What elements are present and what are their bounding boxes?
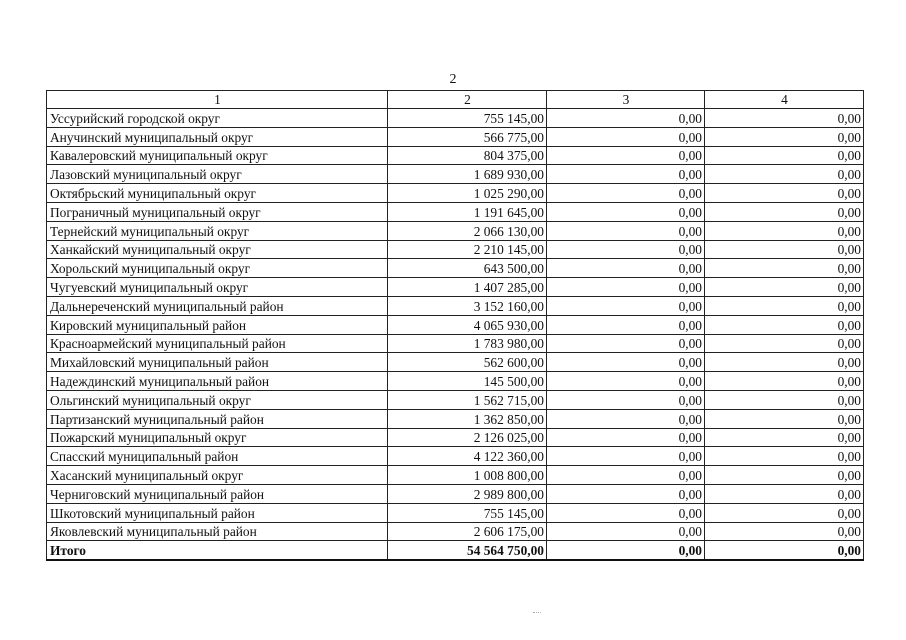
- row-name: Кировский муниципальный район: [47, 315, 388, 334]
- table-row: [47, 184, 864, 203]
- table-row: [47, 240, 864, 259]
- row-col4: 0,00: [705, 278, 864, 297]
- row-col4: 0,00: [705, 484, 864, 503]
- total-col4: 0,00: [705, 541, 864, 560]
- row-col4: 0,00: [705, 146, 864, 165]
- row-col4: 0,00: [705, 296, 864, 315]
- row-name: Партизанский муниципальный район: [47, 409, 388, 428]
- table-row: [47, 315, 864, 334]
- row-col4: 0,00: [705, 466, 864, 485]
- row-col4: 0,00: [705, 409, 864, 428]
- row-name: Лазовский муниципальный округ: [47, 165, 388, 184]
- row-name: Яковлевский муниципальный район: [47, 522, 388, 541]
- row-col2: 1 562 715,00: [388, 390, 547, 409]
- row-col3: 0,00: [547, 296, 705, 315]
- row-col2: 755 145,00: [388, 503, 547, 522]
- row-col3: 0,00: [547, 428, 705, 447]
- table-row: [47, 146, 864, 165]
- row-col4: 0,00: [705, 447, 864, 466]
- row-name: Пожарский муниципальный округ: [47, 428, 388, 447]
- row-col4: 0,00: [705, 315, 864, 334]
- table-row: [47, 259, 864, 278]
- row-col3: 0,00: [547, 259, 705, 278]
- page-number: 2: [449, 72, 457, 87]
- row-name: Черниговский муниципальный район: [47, 484, 388, 503]
- row-col2: 1 025 290,00: [388, 184, 547, 203]
- table-row: [47, 353, 864, 372]
- row-col3: 0,00: [547, 503, 705, 522]
- table-row: [47, 503, 864, 522]
- row-col4: 0,00: [705, 184, 864, 203]
- column-header-2: 2: [388, 91, 547, 109]
- row-name: Красноармейский муниципальный район: [47, 334, 388, 353]
- row-col4: 0,00: [705, 109, 864, 128]
- row-col2: 2 606 175,00: [388, 522, 547, 541]
- row-col3: 0,00: [547, 240, 705, 259]
- table-row: [47, 109, 864, 128]
- table-row: [47, 202, 864, 221]
- table-row: [47, 466, 864, 485]
- table-row: [47, 409, 864, 428]
- row-col2: 1 783 980,00: [388, 334, 547, 353]
- row-col3: 0,00: [547, 315, 705, 334]
- row-name: Михайловский муниципальный район: [47, 353, 388, 372]
- row-col2: 755 145,00: [388, 109, 547, 128]
- row-col4: 0,00: [705, 522, 864, 541]
- row-col2: 2 126 025,00: [388, 428, 547, 447]
- row-col2: 804 375,00: [388, 146, 547, 165]
- row-col2: 4 065 930,00: [388, 315, 547, 334]
- row-name: Шкотовский муниципальный район: [47, 503, 388, 522]
- row-name: Спасский муниципальный район: [47, 447, 388, 466]
- column-header-3: 3: [547, 91, 705, 109]
- row-col2: 2 066 130,00: [388, 221, 547, 240]
- row-name: Хасанский муниципальный округ: [47, 466, 388, 485]
- total-label: Итого: [47, 541, 388, 560]
- row-col3: 0,00: [547, 409, 705, 428]
- row-col3: 0,00: [547, 447, 705, 466]
- row-name: Пограничный муниципальный округ: [47, 202, 388, 221]
- table-row: [47, 428, 864, 447]
- row-col4: 0,00: [705, 202, 864, 221]
- row-col3: 0,00: [547, 353, 705, 372]
- table-row: [47, 447, 864, 466]
- row-col4: 0,00: [705, 165, 864, 184]
- allocation-table: [46, 90, 864, 561]
- row-col3: 0,00: [547, 390, 705, 409]
- row-name: Хорольский муниципальный округ: [47, 259, 388, 278]
- row-name: Ханкайский муниципальный округ: [47, 240, 388, 259]
- column-header-1: 1: [47, 91, 388, 109]
- row-col4: 0,00: [705, 353, 864, 372]
- row-col3: 0,00: [547, 334, 705, 353]
- row-name: Надеждинский муниципальный район: [47, 372, 388, 391]
- row-col2: 1 407 285,00: [388, 278, 547, 297]
- table-row: [47, 165, 864, 184]
- table-row: [47, 390, 864, 409]
- row-col2: 566 775,00: [388, 127, 547, 146]
- row-name: Кавалеровский муниципальный округ: [47, 146, 388, 165]
- scan-mark: [533, 612, 541, 615]
- row-col2: 1 008 800,00: [388, 466, 547, 485]
- total-col3: 0,00: [547, 541, 705, 560]
- row-col3: 0,00: [547, 372, 705, 391]
- row-col3: 0,00: [547, 466, 705, 485]
- table-row: [47, 334, 864, 353]
- row-name: Чугуевский муниципальный округ: [47, 278, 388, 297]
- row-col2: 2 210 145,00: [388, 240, 547, 259]
- row-col4: 0,00: [705, 259, 864, 278]
- row-col2: 3 152 160,00: [388, 296, 547, 315]
- row-col2: 1 191 645,00: [388, 202, 547, 221]
- table-row: [47, 372, 864, 391]
- total-col2: 54 564 750,00: [388, 541, 547, 560]
- row-col2: 4 122 360,00: [388, 447, 547, 466]
- column-header-4: 4: [705, 91, 864, 109]
- row-col4: 0,00: [705, 428, 864, 447]
- table-row: [47, 296, 864, 315]
- row-name: Ольгинский муниципальный округ: [47, 390, 388, 409]
- row-col2: 562 600,00: [388, 353, 547, 372]
- table-row: [47, 522, 864, 541]
- table-row: [47, 127, 864, 146]
- row-name: Тернейский муниципальный округ: [47, 221, 388, 240]
- row-col3: 0,00: [547, 221, 705, 240]
- row-col4: 0,00: [705, 390, 864, 409]
- row-col3: 0,00: [547, 484, 705, 503]
- row-col4: 0,00: [705, 503, 864, 522]
- row-col4: 0,00: [705, 127, 864, 146]
- table-row: [47, 221, 864, 240]
- row-col4: 0,00: [705, 372, 864, 391]
- row-col3: 0,00: [547, 165, 705, 184]
- row-col3: 0,00: [547, 522, 705, 541]
- row-name: Анучинский муниципальный округ: [47, 127, 388, 146]
- row-col3: 0,00: [547, 146, 705, 165]
- row-col2: 1 362 850,00: [388, 409, 547, 428]
- row-col4: 0,00: [705, 240, 864, 259]
- row-col2: 145 500,00: [388, 372, 547, 391]
- row-col4: 0,00: [705, 334, 864, 353]
- row-col2: 1 689 930,00: [388, 165, 547, 184]
- row-col3: 0,00: [547, 278, 705, 297]
- row-col3: 0,00: [547, 109, 705, 128]
- row-col3: 0,00: [547, 127, 705, 146]
- row-name: Октябрьский муниципальный округ: [47, 184, 388, 203]
- table-row: [47, 278, 864, 297]
- row-col2: 643 500,00: [388, 259, 547, 278]
- row-col3: 0,00: [547, 202, 705, 221]
- row-name: Уссурийский городской округ: [47, 109, 388, 128]
- row-col4: 0,00: [705, 221, 864, 240]
- table-header-row: [47, 91, 864, 109]
- table-row: [47, 484, 864, 503]
- total-row: [47, 541, 864, 560]
- row-name: Дальнереченский муниципальный район: [47, 296, 388, 315]
- row-col3: 0,00: [547, 184, 705, 203]
- row-col2: 2 989 800,00: [388, 484, 547, 503]
